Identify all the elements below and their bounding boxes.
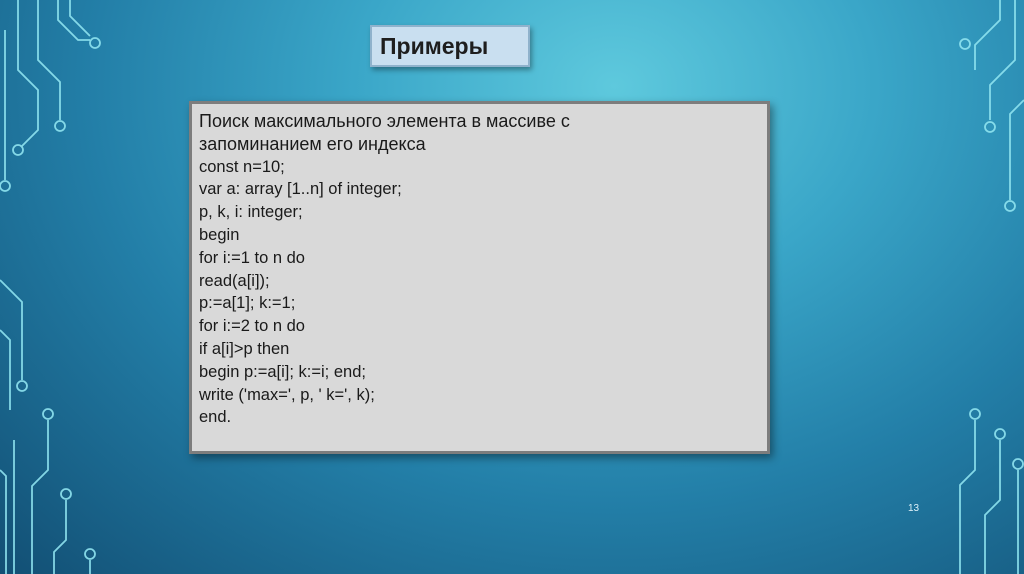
content-text (199, 110, 570, 429)
slide-title: Примеры (380, 33, 489, 59)
slide-title-box (370, 25, 530, 67)
code-line: begin p:=a[i]; k:=i; end; (199, 362, 366, 381)
code-line: const n=10; (199, 157, 285, 176)
code-line: p:=a[1]; k:=1; (199, 294, 296, 313)
code-line: var a: array [1..n] of integer; (199, 180, 402, 199)
heading-line: Поиск максимального элемента в массиве с (199, 111, 570, 131)
page-number: 13 (908, 503, 920, 514)
code-line: end. (199, 408, 232, 427)
code-line: if a[i]>p then (199, 339, 290, 358)
code-line: p, k, i: integer; (199, 203, 303, 222)
code-line: for i:=1 to n do (199, 248, 305, 267)
content-box (189, 101, 770, 454)
heading-line: запоминанием его индекса (199, 133, 426, 154)
code-line: for i:=2 to n do (199, 317, 305, 336)
code-line: write ('max=', p, ' k=', k); (199, 385, 375, 404)
code-line: begin (199, 225, 240, 244)
code-line: read(a[i]); (199, 271, 270, 290)
